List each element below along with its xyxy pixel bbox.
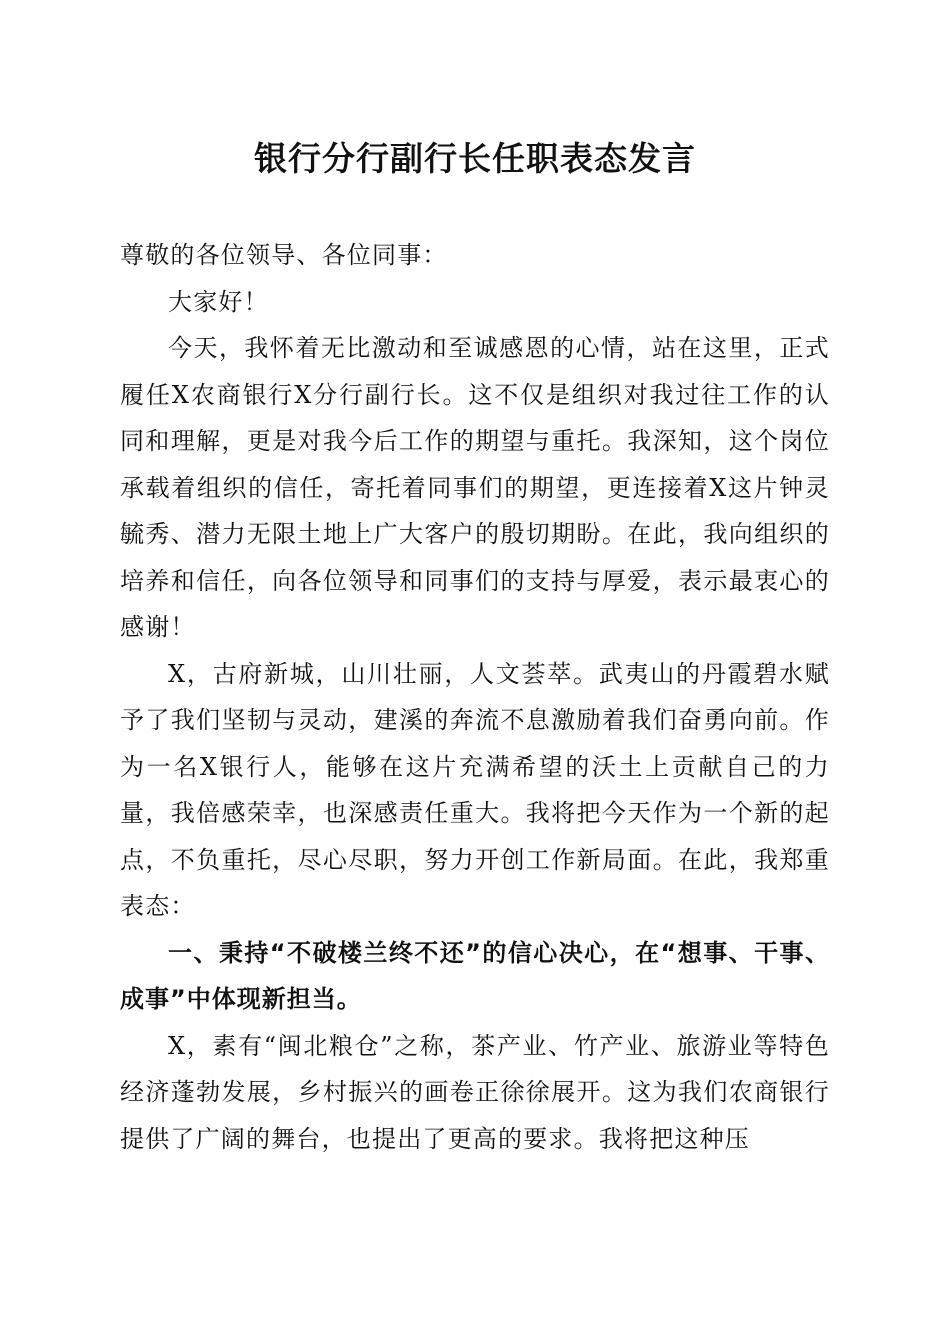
document-body [120, 232, 830, 1162]
document-title: 银行分行副行长任职表态发言 [254, 139, 696, 178]
section-heading-1: 一、秉持“不破楼兰终不还”的信心决心，在“想事、干事、成事”中体现新担当。 [120, 938, 830, 1013]
paragraph-1: 今天，我怀着无比激动和至诚感恩的心情，站在这里，正式履任X农商银行X分行副行长。这不仅是组织对我过往工作的认同和理解，更是对我今后工作的期望与重托。我深知，这个岗位承载着组织的信任，寄托着同事们的期望，更连接着X这片钟灵毓秀、潜力无限土地上广大客户的殷切期盼。在此，我向组织的培养和信任，向各位领导和同事们的支持与厚爱，表示最衷心的感谢！ [120, 334, 830, 641]
salutation: 尊敬的各位领导、各位同事： [120, 241, 448, 269]
section-1-paragraph: X，素有“闽北粮仓”之称，茶产业、竹产业、旅游业等特色经济蓬勃发展，乡村振兴的画卷正徐徐展开。这为我们农商银行提供了广阔的舞台，也提出了更高的要求。我将把这种压 [120, 1031, 830, 1153]
paragraph-2: X，古府新城，山川壮丽，人文荟萃。武夷山的丹霞碧水赋予了我们坚韧与灵动，建溪的奔流不息激励着我们奋勇向前。作为一名X银行人，能够在这片充满希望的沃土上贡献自己的力量，我倍感荣幸，也深感责任重大。我将把今天作为一个新的起点，不负重托，尽心尽职，努力开创工作新局面。在此，我郑重表态： [120, 659, 830, 920]
greeting: 大家好！ [168, 287, 269, 316]
